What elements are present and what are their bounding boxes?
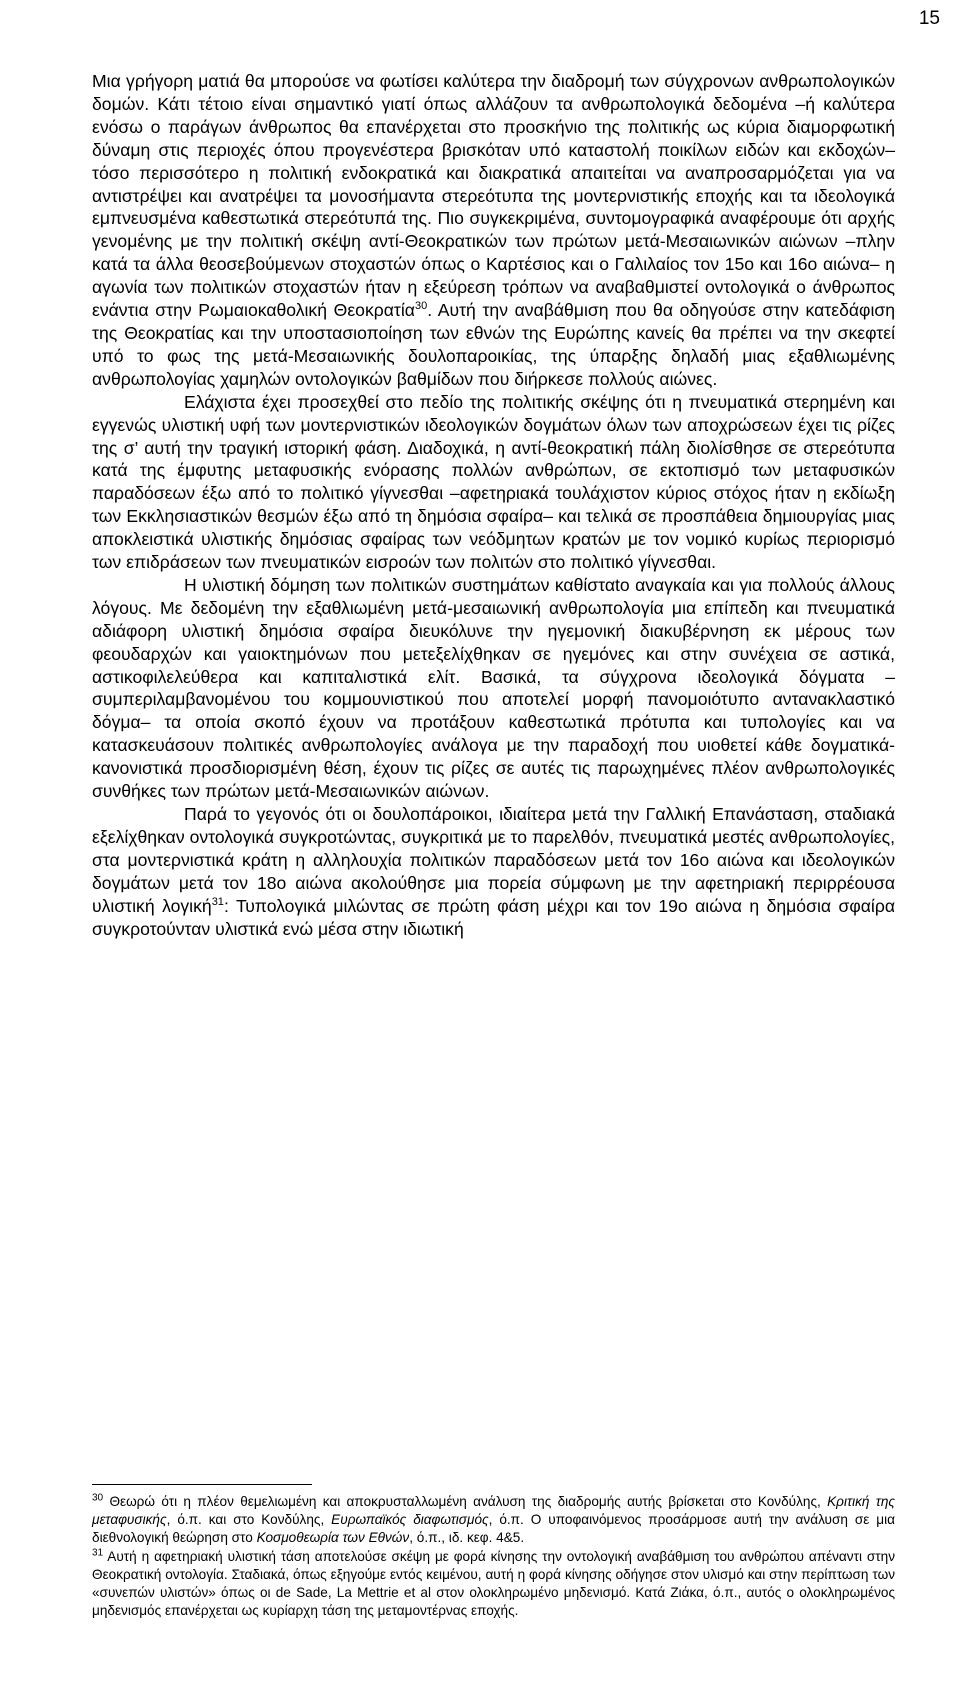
body-text — [92, 70, 895, 940]
text-run: Θεωρώ ότι η πλέον θεμελιωμένη και αποκρυσταλλωμένη ανάλυση της διαδρομής αυτής βρίσκεται στο Κονδύλης, — [103, 1494, 828, 1509]
paragraph — [92, 574, 895, 803]
footnotes — [92, 1493, 895, 1620]
text-run: . Αυτή την αναβάθμιση που θα οδηγούσε στην κατεδάφιση της Θεοκρατίας και την υποστασιοποίηση των εθνών της Ευρώπης κανείς θα πρέπει να την σκεφτεί υπό το φως της μετά-Μεσαιωνικής δουλοπαροικίας, της ύπαρξης δηλαδή μιας εξαθλιωμένης ανθρωπολογίας χαμηλών οντολογικών βαθμίδων που διήρκεσε πολλούς αιώνες. — [92, 300, 896, 389]
text-run: , ό.π., ιδ. κεφ. 4&5. — [409, 1530, 525, 1546]
paragraph — [92, 70, 895, 391]
text-run: Ελάχιστα έχει προσεχθεί στο πεδίο της πολιτικής σκέψης ότι η πνευματικά στερημένη και εγγενώς υλιστική υφή των μοντερνιστικών ιδεολογικών δογμάτων όλων των αποχρώσεων έχει τις ρίζες της σ’ αυτή την τραγική ιστορική φάση. Διαδοχικά, η αντί-θεοκρατική πάλη διολίσθησε σε στερεότυπα κατά της έμφυτης μεταφυσικής ενόρασης πολλών ανθρώπων, σε εκτοπισμό των μεταφυσικών παραδόσεων έξω από το πολιτικό γίγνεσθαι –αφετηριακά τουλάχιστον κύριος στόχος ήταν η εκδίωξη των Εκκλησιαστικών θεσμών έξω από τη δημόσια σφαίρα– και τελικά σε προσπάθεια δημιουργίας μιας αποκλειστικά υλιστικής δημόσιας σφαίρας των νεόδμητων κρατών με τον νομικό κυρίως περιορισμό των επιδράσεων των πνευματικών εισροών των πολιτών στο πολιτικό γίγνεσθαι. — [92, 391, 895, 573]
text-run: , ό.π. και στο Κονδύλης, — [166, 1512, 332, 1528]
footnote-ref: 31 — [211, 895, 224, 908]
footnote-ref: 30 — [414, 300, 428, 313]
footnote — [92, 1548, 895, 1621]
book-title: Ευρωπαϊκός διαφωτισμός — [331, 1512, 489, 1528]
paragraph — [92, 391, 895, 574]
text-run: Μια γρήγορη ματιά θα μπορούσε να φωτίσει καλύτερα την διαδρομή των σύγχρονων ανθρωπολογικών δομών. Κάτι τέτοιο είναι σημαντικό γιατί όπως αλλάζουν τα ανθρωπολογικά δεδομένα –ή καλύτερα ενόσω ο παράγων άνθρωπος θα επανέρχεται στο προσκήνιο της πολιτικής ως κύρια διαμορφωτική δύναμη στις περιοχές όπου προγενέστερα βρισκόταν υπό καταστολή ποικίλων ειδών και εκδοχών– τόσο περισσότερο η πολιτική ενδοκρατικά και διακρατικά απαιτείται να αναπροσαρμόζεται για να αντιστρέψει και ανατρέψει τα μονοσήμαντα στερεότυπα της μοντερνιστικής εποχής και τα ιδεολογικά εμπνευσμένα καθεστωτικά στερεότυπά της. Πιο συγκεκριμένα, συντομογραφικά αναφέρουμε ότι αρχής γενομένης με την πολιτική σκέψη αντί-Θεοκρατικών των πρώτων μετά-Μεσαιωνικών αιώνων –πλην κατά τα άλλα θεοσεβούμενων στοχαστών όπως ο Καρτέσιος και ο Γαλιλαίος τον 15ο και 16ο αιώνα– η αγωνία των πολιτικών στοχαστών ήταν η εξεύρεση τρόπων να αναβαθμιστεί οντολογικά ο άνθρωπος ενάντια στην Ρωμαιοκαθολική Θεοκρατία — [92, 71, 895, 321]
paragraph — [92, 803, 895, 940]
page-number: 15 — [918, 8, 940, 29]
text-run: : Τυπολογικά μιλώντας σε πρώτη φάση μέχρι και τον 19ο αιώνα η δημόσια σφαίρα συγκροτούνταν υλιστικά ενώ μέσα στην ιδιωτική — [92, 895, 895, 939]
text-run: Παρά το γεγονός ότι οι δουλοπάροικοι, ιδιαίτερα μετά την Γαλλική Επανάσταση, σταδιακά εξελίχθηκαν οντολογικά συγκροτώντας, συγκριτικά με το παρελθόν, πνευματικά μεστές ανθρωπολογίες, στα μοντερνιστικά κράτη η αλληλουχία πολιτικών παραδόσεων μετά τον 16ο αιώνα και ιδεολογικών δογμάτων μετά τον 18ο αιώνα ακολούθησε μια πορεία σύμφωνη με την αφετηριακή περιρρέουσα υλιστική λογική — [92, 804, 895, 916]
text-run: Αυτή η αφετηριακή υλιστική τάση αποτελούσε σκέψη με φορά κίνησης την οντολογική αναβάθμιση του ανθρώπου απέναντι στην Θεοκρατική οντολογία. Σταδιακά, όπως εξηγούμε εντός κειμένου, αυτή η φορά κίνησης οδήγησε στον υλισμό και στην περίπτωση των «συνεπών υλιστών» όπως οι de Sade, La Mettrie et al στον ολοκληρωμένο μηδενισμό. Κατά Ζιάκα, ό.π., αυτός ο ολοκληρωμένος μηδενισμός επανέρχεται ως κυρίαρχη τάση της μεταμοντέρνας εποχής. — [92, 1548, 895, 1619]
footnote — [92, 1493, 895, 1548]
text-run: , ό.π. Ο υποφαινόμενος προσάρμοσε αυτή την ανάλυση σε μια διεθνολογική θεώρηση στο — [92, 1512, 895, 1546]
book-title: Κριτική της μεταφυσικής — [92, 1494, 895, 1528]
footnote-ref: 31 — [92, 1547, 104, 1559]
book-title: Κοσμοθεωρία των Εθνών — [256, 1530, 410, 1546]
footnote-separator — [92, 1484, 312, 1485]
footnote-ref: 30 — [92, 1492, 104, 1504]
text-run: Η υλιστική δόμηση των πολιτικών συστημάτων καθίσταto αναγκαία και για πολλούς άλλους λόγους. Με δεδομένη την εξαθλιωμένη μετά-μεσαιωνική ανθρωπολογία μια επίπεδη και πνευματικά αδιάφορη υλιστική δημόσια σφαίρα διευκόλυνε την ηγεμονική διακυβέρνηση εκ μέρους των φεουδαρχών και γαιοκτημόνων που μετεξελίχθηκαν σε ηγεμόνες και στην συνέχεια σε αστικά, αστικοφιλελεύθερα και καπιταλιστικά ελίτ. Βασικά, τα σύγχρονα ιδεολογικά δόγματα –συμπεριλαμβανομένου του κομμουνιστικού που αποτελεί μορφή πανομοιότυπο αντανακλαστικό δόγμα– τα οποία σκοπό έχουν να προτάξουν καθεστωτικά πρότυπα και τυπολογίες και να κατασκευάσουν πολιτικές ανθρωπολογίες ανάλογα με την παραδοχή που υιοθετεί κάθε δογματικά-κανονιστικά προσδιορισμένη θέση, έχουν τις ρίζες σε αυτές τις παρωχημένες πλέον ανθρωπολογικές συνθήκες των πρώτων μετά-Μεσαιωνικών αιώνων. — [92, 574, 895, 802]
